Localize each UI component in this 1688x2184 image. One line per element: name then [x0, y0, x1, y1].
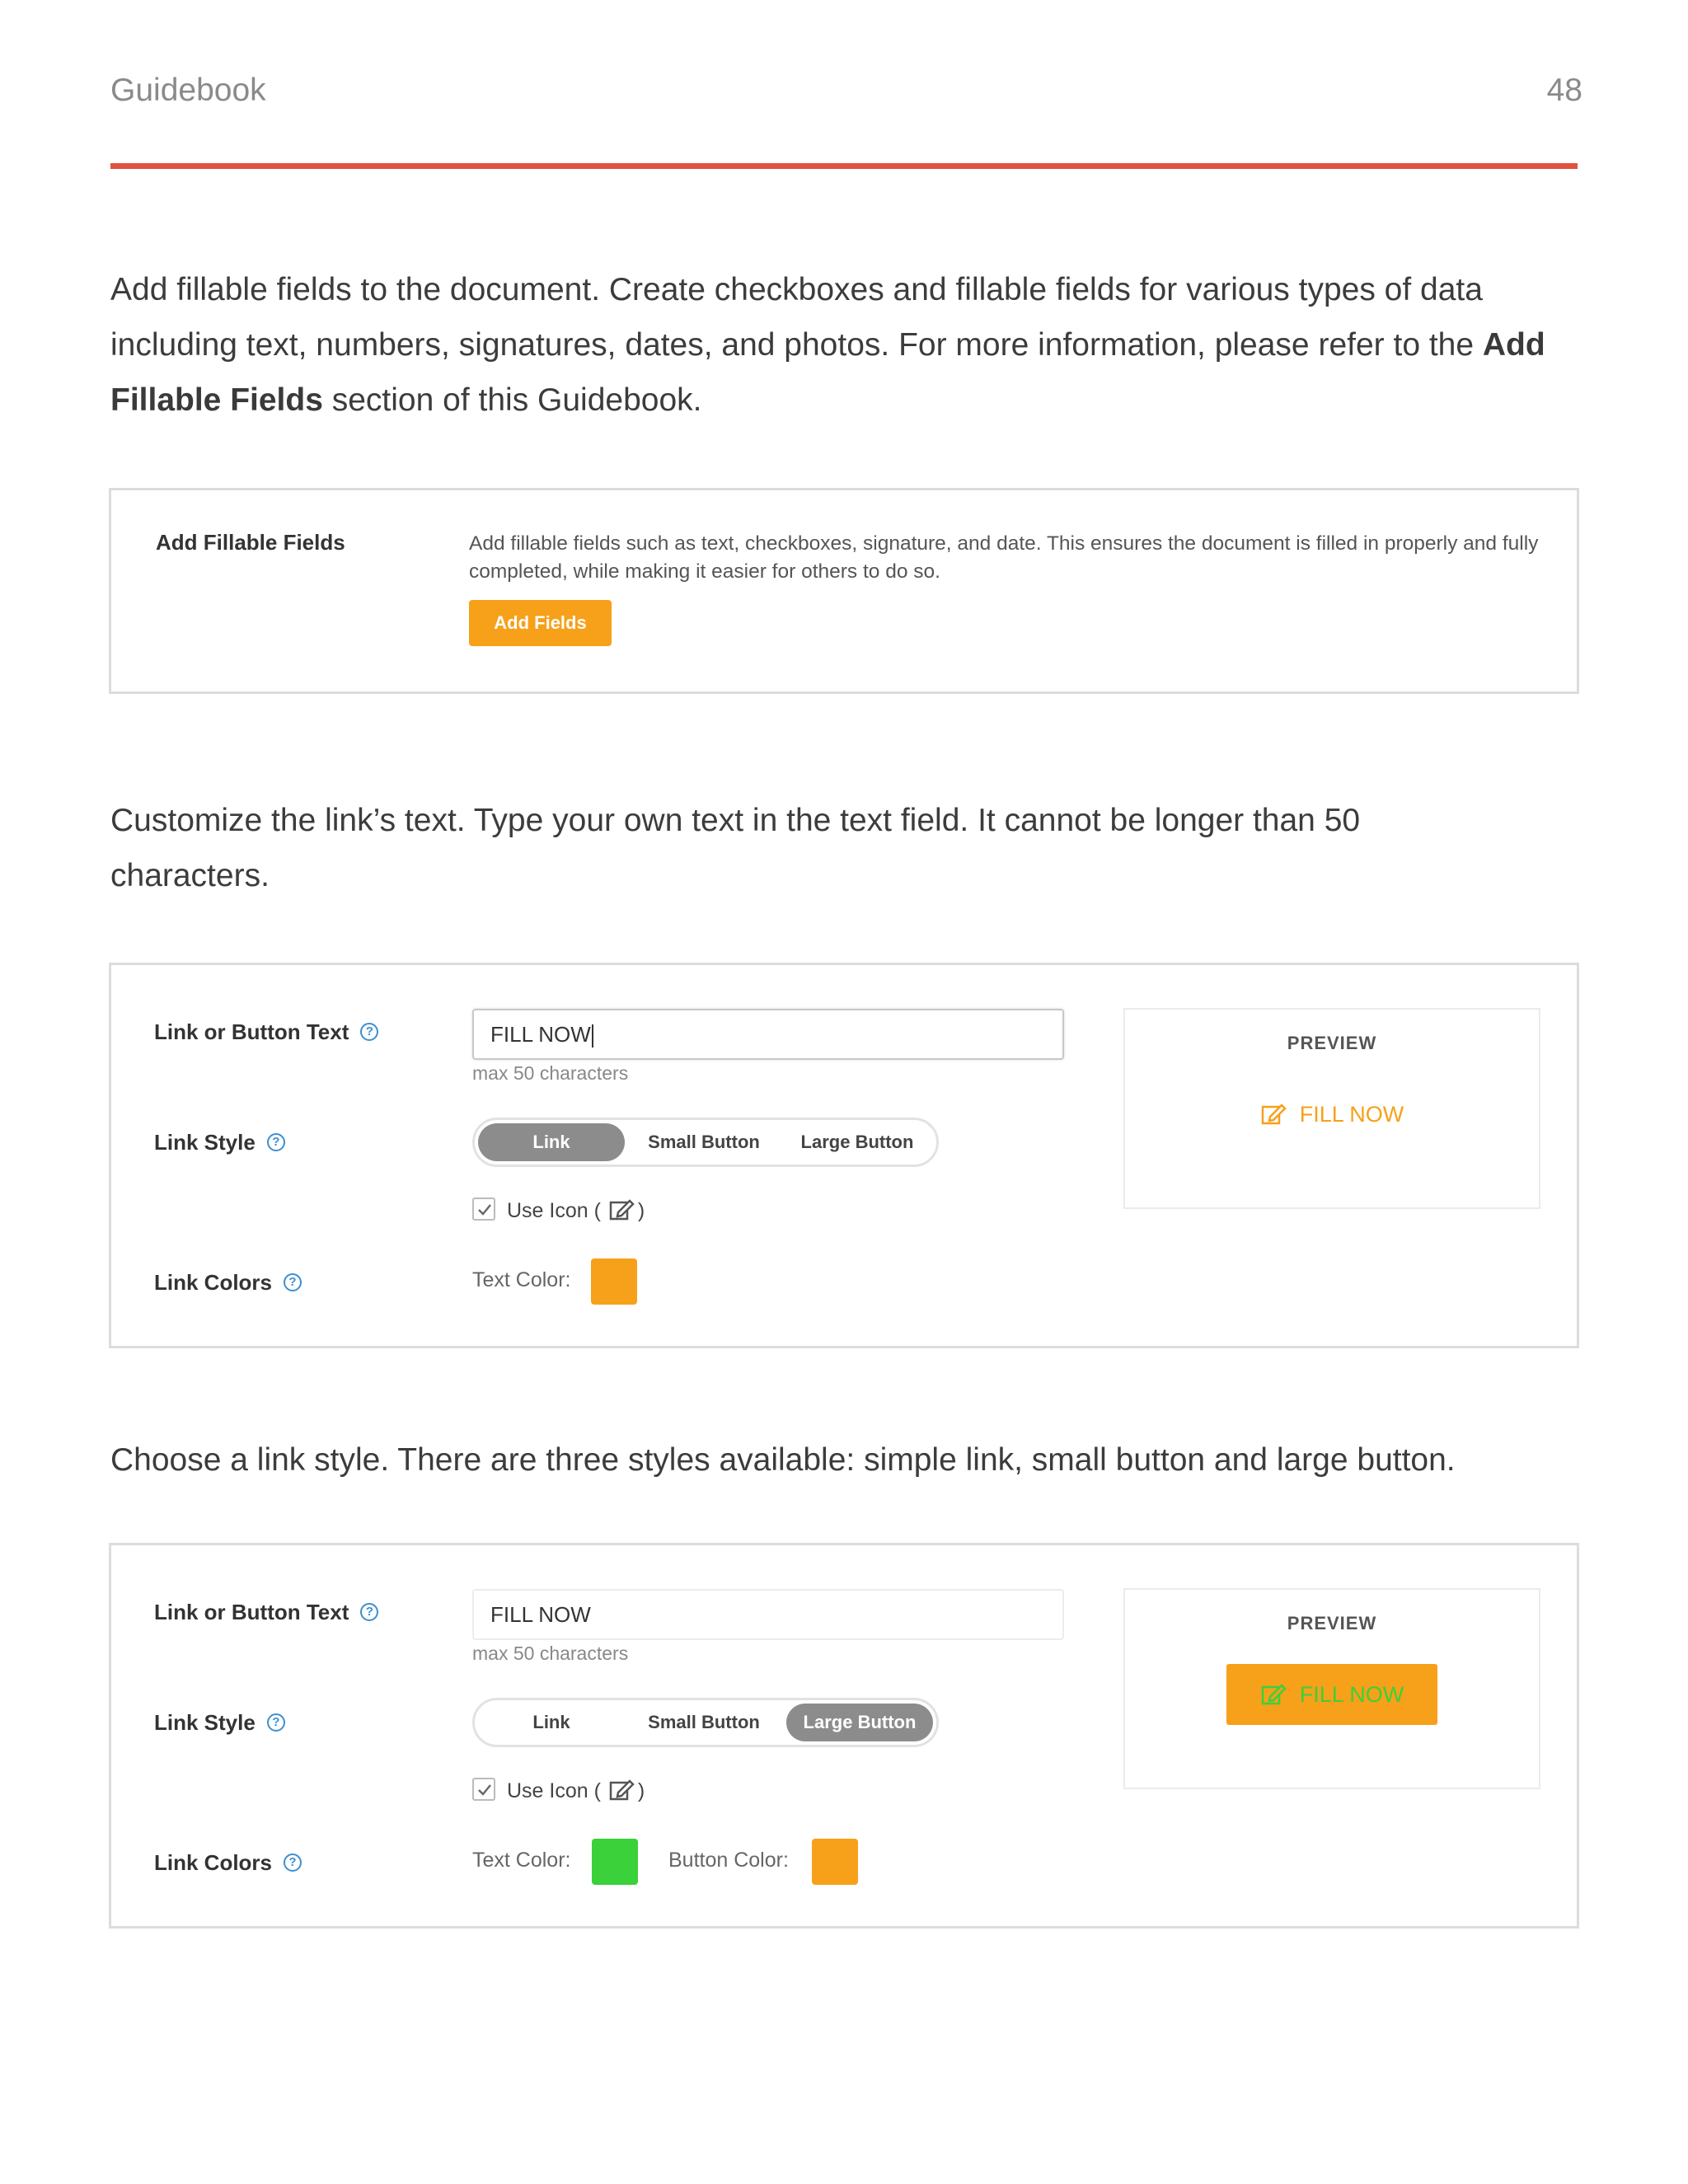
- edit-icon: [608, 1197, 636, 1221]
- document-title: Guidebook: [110, 73, 266, 108]
- preview-large-button[interactable]: [1226, 1664, 1437, 1725]
- choose-style-paragraph: Choose a link style. There are three styles available: simple link, small button and large button.: [110, 1442, 1456, 1478]
- intro-text: Add fillable fields to the document. Create checkboxes and fillable fields for various types of data including text, numbers, signatures, dates, and photos. For more information, please refer to the: [110, 272, 1483, 363]
- link-colors-label-row: [154, 1270, 302, 1296]
- use-icon-label: Use Icon (: [507, 1779, 601, 1802]
- preview-link[interactable]: [1125, 1102, 1539, 1128]
- use-icon-label-close: ): [637, 1199, 645, 1222]
- intro-text-end: section of this Guidebook.: [322, 382, 702, 418]
- link-text-label-row: [154, 1600, 378, 1625]
- link-style-label: Link Style: [154, 1710, 256, 1735]
- preview-box: [1123, 1008, 1540, 1209]
- help-icon[interactable]: ?: [267, 1133, 285, 1151]
- add-fillable-fields-description: Add fillable fields such as text, checkboxes, signature, and date. This ensures the document is filled in properly and fully completed, while making it easier for others to do so.: [469, 532, 1539, 583]
- link-text-input[interactable]: [472, 1009, 1064, 1060]
- link-text-value: FILL NOW: [490, 1022, 591, 1047]
- help-icon[interactable]: ?: [284, 1854, 302, 1872]
- link-text-label-row: [154, 1019, 378, 1045]
- link-style-toggle: [472, 1118, 939, 1167]
- style-option-large-button[interactable]: Large Button: [786, 1704, 933, 1741]
- edit-icon: [1260, 1101, 1288, 1126]
- page-number: 48: [1546, 73, 1582, 108]
- checkmark-icon: [476, 1782, 493, 1798]
- text-color-swatch[interactable]: [591, 1258, 637, 1305]
- customize-text-paragraph: Customize the link’s text. Type your own text in the text field. It cannot be longer than 50 characters.: [110, 803, 1361, 893]
- use-icon-label: Use Icon (: [507, 1199, 601, 1222]
- text-color-label: Text Color:: [472, 1268, 571, 1291]
- link-settings-panel-link: [109, 963, 1579, 1348]
- use-icon-checkbox[interactable]: [472, 1197, 495, 1221]
- preview-button-text: FILL NOW: [1299, 1682, 1404, 1707]
- use-icon-label-close: ): [637, 1779, 645, 1802]
- add-fields-button[interactable]: Add Fields: [469, 600, 612, 646]
- style-option-link[interactable]: Link: [532, 1712, 570, 1732]
- intro-paragraph: [110, 262, 1586, 428]
- preview-link-text: FILL NOW: [1299, 1102, 1404, 1127]
- link-style-label: Link Style: [154, 1130, 256, 1155]
- text-color-label: Text Color:: [472, 1849, 571, 1872]
- preview-title: PREVIEW: [1287, 1613, 1377, 1633]
- button-color-label: Button Color:: [668, 1849, 789, 1872]
- header-divider: [110, 163, 1578, 169]
- intro-bold-ref: Add Fillable Fields: [110, 327, 1545, 418]
- link-colors-label: Link Colors: [154, 1270, 273, 1295]
- style-option-link[interactable]: Link: [478, 1123, 625, 1161]
- help-icon[interactable]: ?: [267, 1713, 285, 1732]
- style-option-small-button[interactable]: Small Button: [648, 1712, 760, 1732]
- help-icon[interactable]: ?: [360, 1023, 378, 1041]
- use-icon-checkbox[interactable]: [472, 1778, 495, 1801]
- help-icon[interactable]: ?: [284, 1273, 302, 1291]
- style-option-small-button[interactable]: Small Button: [648, 1132, 760, 1152]
- edit-icon: [608, 1777, 636, 1802]
- link-settings-panel-large-button: [109, 1543, 1579, 1929]
- preview-box: [1123, 1588, 1540, 1789]
- preview-title: PREVIEW: [1287, 1033, 1377, 1053]
- add-fillable-fields-label: Add Fillable Fields: [156, 530, 345, 555]
- max-characters-hint: max 50 characters: [472, 1643, 629, 1664]
- link-colors-label: Link Colors: [154, 1850, 273, 1875]
- use-icon-row[interactable]: [472, 1779, 645, 1804]
- text-color-swatch[interactable]: [592, 1839, 638, 1885]
- link-text-input[interactable]: [472, 1589, 1064, 1640]
- link-style-toggle: [472, 1698, 939, 1747]
- style-option-large-button[interactable]: Large Button: [800, 1132, 914, 1152]
- link-text-label: Link or Button Text: [154, 1019, 349, 1044]
- checkmark-icon: [476, 1202, 493, 1218]
- button-color-swatch[interactable]: [812, 1839, 858, 1885]
- text-caret: [592, 1024, 593, 1047]
- link-colors-label-row: [154, 1850, 302, 1876]
- edit-icon: [1260, 1681, 1288, 1706]
- link-style-label-row: [154, 1710, 285, 1736]
- link-text-value: FILL NOW: [490, 1602, 591, 1627]
- link-text-label: Link or Button Text: [154, 1600, 349, 1624]
- add-fillable-fields-panel: [109, 488, 1579, 694]
- use-icon-row[interactable]: [472, 1199, 645, 1224]
- help-icon[interactable]: ?: [360, 1603, 378, 1621]
- link-style-label-row: [154, 1130, 285, 1155]
- max-characters-hint: max 50 characters: [472, 1062, 629, 1084]
